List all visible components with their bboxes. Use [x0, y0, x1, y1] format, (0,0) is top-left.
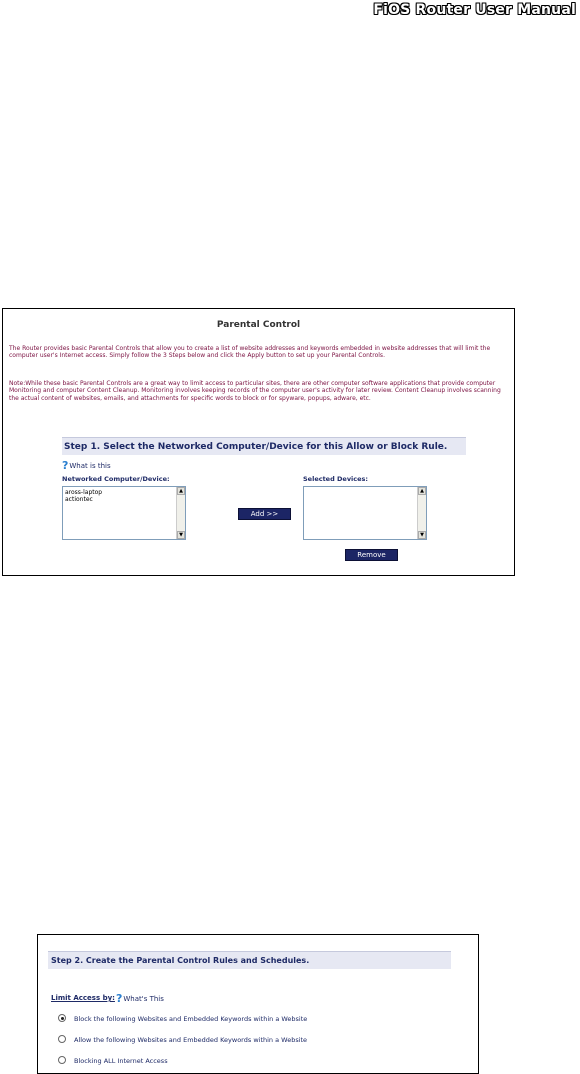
help-icon: ?	[62, 459, 69, 472]
step1-header: Step 1. Select the Networked Computer/Device for this Allow or Block Rule.	[62, 437, 466, 455]
help-icon: ?	[116, 992, 123, 1005]
list-item[interactable]: aross-laptop	[65, 489, 103, 496]
networked-devices-label: Networked Computer/Device:	[62, 475, 170, 483]
parental-control-screenshot	[2, 308, 515, 576]
step2-screenshot	[37, 934, 479, 1074]
note-paragraph: Note:While these basic Parental Controls are a great way to limit access to particular sites, there are other computer software applications that provide computer Monitoring and computer Content Cleanup. Monitoring involves keeping records of the computer user's activity for later review. Content Cleanup involves scanning the actual content of websites, emails, and attachments for specific words to block or for spyware, popups, adware, etc.	[9, 380, 501, 402]
what-is-this-label: What is this	[69, 462, 111, 470]
scrollbar[interactable]	[417, 487, 426, 539]
scroll-up-icon[interactable]: ▲	[177, 487, 185, 495]
networked-devices-listbox[interactable]	[62, 486, 186, 540]
option-label: Block the following Websites and Embedded Keywords within a Website	[74, 1015, 308, 1023]
scroll-down-icon[interactable]: ▼	[177, 531, 185, 539]
limit-access-label: Limit Access by:	[51, 994, 115, 1002]
whats-this-label: What's This	[123, 995, 164, 1003]
option-allow-websites[interactable]	[58, 1035, 307, 1044]
option-block-websites[interactable]	[58, 1014, 307, 1023]
list-item[interactable]: actiontec	[65, 496, 93, 503]
add-button[interactable]: Add >>	[238, 508, 291, 520]
remove-button[interactable]: Remove	[345, 549, 398, 561]
manual-header-title: FiOS Router User Manual	[373, 2, 576, 18]
selected-devices-label: Selected Devices:	[303, 475, 369, 483]
option-label: Allow the following Websites and Embedded Keywords within a Website	[74, 1036, 308, 1044]
whats-this-link[interactable]	[116, 992, 164, 1005]
what-is-this-link[interactable]	[62, 459, 111, 472]
radio-button[interactable]	[58, 1035, 66, 1043]
page-title: Parental Control	[216, 320, 301, 330]
scroll-up-icon[interactable]: ▲	[418, 487, 426, 495]
option-label: Blocking ALL Internet Access	[74, 1057, 168, 1065]
scroll-down-icon[interactable]: ▼	[418, 531, 426, 539]
radio-button[interactable]	[58, 1014, 66, 1022]
radio-button[interactable]	[58, 1056, 66, 1064]
intro-paragraph: The Router provides basic Parental Controls that allow you to create a list of website addresses and keywords embedded in website addresses that will limit the computer user's Internet access. Simply follow the 3 Steps below and click the Apply button to set up your Parental Controls.	[9, 345, 491, 360]
scrollbar[interactable]	[176, 487, 185, 539]
selected-devices-listbox[interactable]	[303, 486, 427, 540]
step2-header: Step 2. Create the Parental Control Rules and Schedules.	[48, 951, 451, 969]
option-block-all[interactable]	[58, 1056, 168, 1065]
